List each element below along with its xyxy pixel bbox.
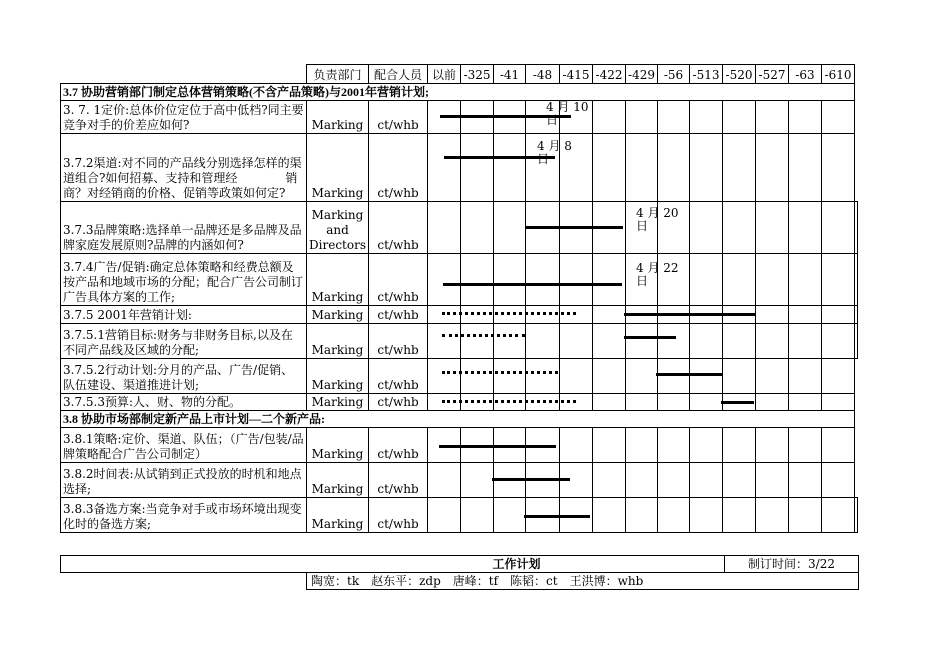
task-description: 3.7.5.3预算:人、财、物的分配。 [61, 394, 307, 411]
header-before: 以前 [428, 65, 461, 84]
task-partner: ct/whb [369, 463, 428, 498]
task-row [61, 359, 858, 394]
task-row [61, 202, 858, 254]
task-partner: ct/whb [369, 359, 428, 394]
header-week: -63 [789, 65, 822, 84]
task-owner: Marking [307, 324, 369, 359]
task-owner: Marking [307, 394, 369, 411]
footer-table [60, 555, 859, 590]
header-week: -325 [461, 65, 494, 84]
deadline-note: 4 月 8 日 [537, 139, 572, 166]
task-row [61, 324, 858, 359]
section-row [61, 411, 858, 428]
gantt-bar [443, 283, 622, 286]
deadline-note: 4 月 20 日 [636, 206, 679, 233]
task-row [61, 306, 858, 324]
gantt-bar [524, 515, 590, 518]
gantt-bar [624, 336, 676, 339]
task-description: 3.8.1策略:定价、渠道、队伍；（广告/包装/品牌策略配合广告公司制定） [61, 428, 307, 463]
task-owner: Marking [307, 306, 369, 324]
header-blank [61, 65, 307, 84]
header-row [61, 65, 858, 84]
revised-date: 制订时间：3/22 [725, 556, 859, 573]
task-partner: ct/whb [369, 306, 428, 324]
deadline-note: 4 月 22 日 [636, 261, 679, 288]
header-partner: 配合人员 [369, 65, 428, 84]
section-title-37: 3.7 协助营销部门制定总体营销策略(不含产品策略)与2001年营销计划; [61, 84, 855, 101]
task-description: 3.7.4广告/促销:确定总体策略和经费总额及按产品和地域市场的分配；配合广告公司制订广告具体方案的工作; [61, 254, 307, 306]
task-owner: Marking and Directors [307, 202, 369, 254]
gantt-bar [656, 373, 722, 376]
task-partner: ct/whb [369, 428, 428, 463]
gantt-dotted-bar [442, 334, 525, 337]
task-partner: ct/whb [369, 498, 428, 533]
header-week: -56 [658, 65, 690, 84]
task-owner: Marking [307, 463, 369, 498]
task-partner: ct/whb [369, 202, 428, 254]
task-description: 3.7.5.2行动计划:分月的产品、广告/促销、队伍建设、渠道推进计划; [61, 359, 307, 394]
task-row [61, 394, 858, 411]
task-row [61, 101, 858, 134]
task-owner: Marking [307, 101, 369, 134]
task-row [61, 463, 858, 498]
header-week: -527 [756, 65, 789, 84]
task-row [61, 254, 858, 306]
task-owner: Marking [307, 428, 369, 463]
gantt-table [60, 64, 858, 533]
section-row [61, 84, 858, 101]
gantt-sheet [60, 64, 858, 533]
header-week: -48 [526, 65, 560, 84]
task-description: 3.7.5 2001年营销计划: [61, 306, 307, 324]
task-row [61, 428, 858, 463]
task-description: 3.8.2时间表:从试销到正式投放的时机和地点选择; [61, 463, 307, 498]
task-owner: Marking [307, 254, 369, 306]
task-row [61, 498, 858, 533]
gantt-dotted-bar [442, 400, 576, 403]
section-title-38: 3.8 协助市场部制定新产品上市计划—二个新产品: [61, 411, 855, 428]
header-week: -610 [822, 65, 855, 84]
gantt-dotted-bar [442, 312, 576, 315]
gantt-bar [439, 445, 556, 448]
task-partner: ct/whb [369, 254, 428, 306]
task-partner: ct/whb [369, 324, 428, 359]
task-description: 3.7.2渠道:对不同的产品线分别选择怎样的渠道组合?如何招募、支持和管理经 销商？对经销商的价格、促销等政策如何定? [61, 134, 307, 202]
header-week: -422 [593, 65, 626, 84]
task-partner: ct/whb [369, 101, 428, 134]
task-owner: Marking [307, 498, 369, 533]
header-week: -41 [494, 65, 526, 84]
task-description: 3.7.5.1营销目标:财务与非财务目标,以及在不同产品线及区域的分配; [61, 324, 307, 359]
gantt-bar [492, 478, 570, 481]
gantt-bar [721, 401, 754, 404]
footer-title-cell [61, 556, 725, 573]
header-week: -429 [626, 65, 658, 84]
people-legend: 陶宽：tk 赵东平：zdp 唐峰：tf 陈韬：ct 王洪博：whb [307, 573, 859, 590]
header-owner: 负责部门 [307, 65, 369, 84]
task-owner: Marking [307, 134, 369, 202]
task-row [61, 134, 858, 202]
footer-title: 工作计划 [492, 557, 541, 571]
task-partner: ct/whb [369, 394, 428, 411]
deadline-note: 4 月 10 日 [546, 100, 589, 127]
task-description: 3.7.3品牌策略:选择单一品牌还是多品牌及品牌家庭发展原则?品牌的内涵如何? [61, 202, 307, 254]
gantt-dotted-bar [442, 371, 558, 374]
task-description: 3.8.3备选方案:当竞争对手或市场环境出现变化时的备选方案; [61, 498, 307, 533]
footer-blank [61, 573, 307, 590]
header-week: -513 [690, 65, 723, 84]
header-week: -415 [560, 65, 593, 84]
header-week: -520 [723, 65, 756, 84]
gantt-bar [624, 313, 756, 316]
task-partner: ct/whb [369, 134, 428, 202]
footer [60, 555, 858, 590]
task-description: 3. 7. 1定价:总体价位定位于高中低档?同主要竞争对手的价差应如何? [61, 101, 307, 134]
gantt-bar [526, 226, 623, 229]
task-owner: Marking [307, 359, 369, 394]
